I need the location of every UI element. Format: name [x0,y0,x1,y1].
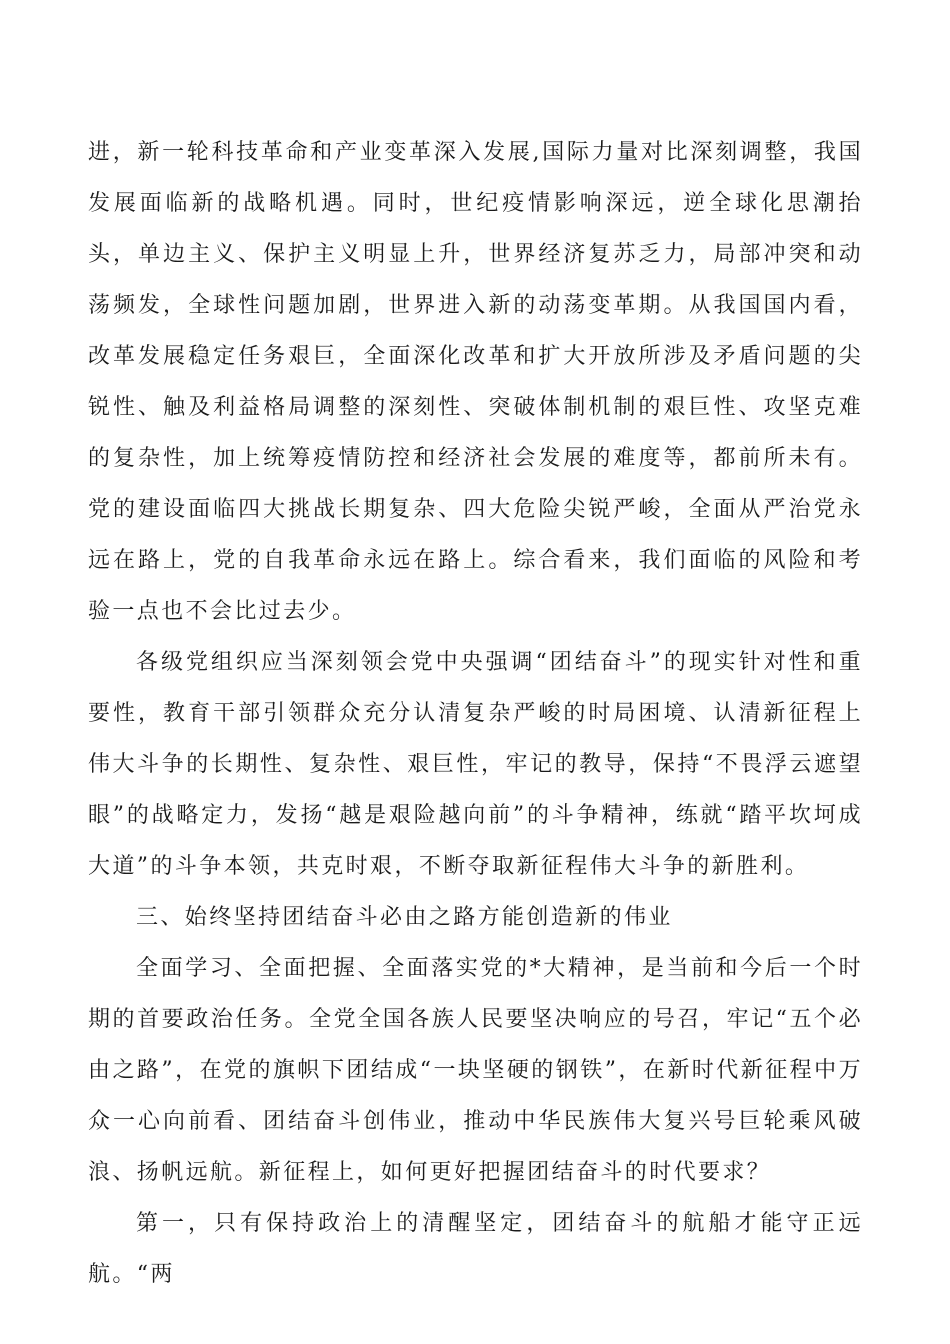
section-heading: 三、始终坚持团结奋斗必由之路方能创造新的伟业 [136,905,673,930]
document-body [88,127,863,1300]
paragraph: 全面学习、全面把握、全面落实党的*大精神，是当前和今后一个时期的首要政治任务。全党全国各族人民要坚决响应的号召，牢记“五个必由之路”，在党的旗帜下团结成“一块坚硬的钢铁”，在新时代新征程中万众一心向前看、团结奋斗创伟业，推动中华民族伟大复兴号巨轮乘风破浪、扬帆远航。新征程上，如何更好把握团结奋斗的时代要求？ [88,956,863,1185]
paragraph: 第一，只有保持政治上的清醒坚定，团结奋斗的航船才能守正远航。“两 [88,1211,863,1287]
paragraph: 各级党组织应当深刻领会党中央强调“团结奋斗”的现实针对性和重要性，教育干部引领群众充分认清复杂严峻的时局困境、认清新征程上伟大斗争的长期性、复杂性、艰巨性，牢记的教导，保持“不畏浮云遮望眼”的战略定力，发扬“越是艰险越向前”的斗争精神，练就“踏平坎坷成大道”的斗争本领，共克时艰，不断夺取新征程伟大斗争的新胜利。 [88,650,863,879]
paragraph-continued: 进，新一轮科技革命和产业变革深入发展,国际力量对比深刻调整，我国发展面临新的战略机遇。同时，世纪疫情影响深远，逆全球化思潮抬头，单边主义、保护主义明显上升，世界经济复苏乏力，局部冲突和动荡频发，全球性问题加剧，世界进入新的动荡变革期。从我国国内看，改革发展稳定任务艰巨，全面深化改革和扩大开放所涉及矛盾问题的尖锐性、触及利益格局调整的深刻性、突破体制机制的艰巨性、攻坚克难的复杂性，加上统筹疫情防控和经济社会发展的难度等，都前所未有。党的建设面临四大挑战长期复杂、四大危险尖锐严峻，全面从严治党永远在路上，党的自我革命永远在路上。综合看来，我们面临的风险和考验一点也不会比过去少。 [88,140,863,624]
